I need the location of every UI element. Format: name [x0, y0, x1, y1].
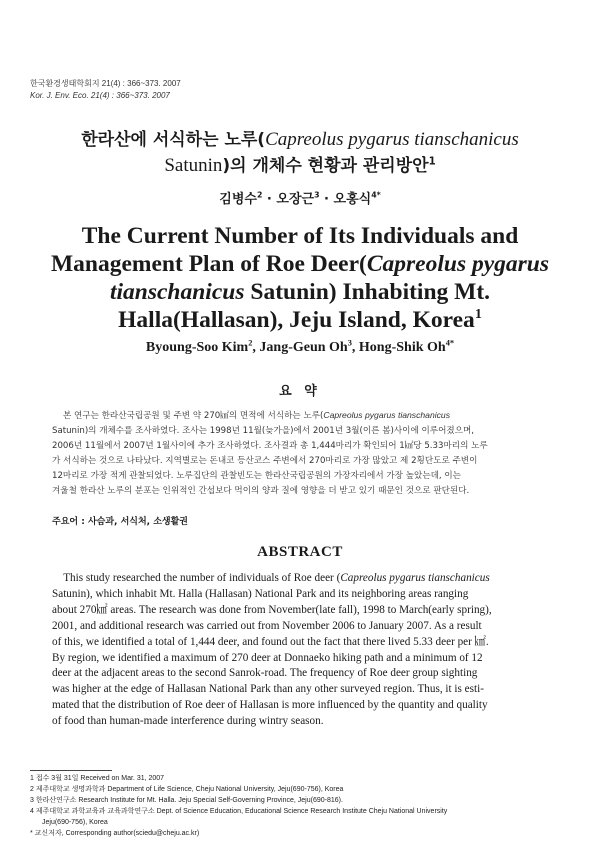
korean-title-scientific-name: Capreolus pygarus tianschanicus: [265, 129, 519, 150]
author-separator: ,: [351, 340, 359, 355]
korean-title-author-name: Satunin: [164, 155, 223, 176]
korean-title: [30, 127, 570, 179]
english-abstract-text: This study researched the number of individuals of Roe deer (: [63, 572, 341, 584]
korean-author-3-note: 4*: [371, 190, 381, 200]
footnote-divider: [30, 770, 112, 771]
english-abstract-line: By region, we identified a maximum of 270 deer at Donnaeko hiking path and a minimum of 12: [52, 651, 483, 664]
english-author-1: Byoung-Soo Kim: [145, 340, 249, 355]
journal-citation: [30, 78, 181, 102]
korean-title-footnote-mark: 1: [428, 156, 436, 168]
english-abstract-heading: ABSTRACT: [257, 544, 343, 560]
english-title-part-1: The Current Number of Its Individuals and Management Plan of Roe Deer(: [50, 223, 519, 277]
korean-authors: [0, 188, 600, 207]
footnote-received: 1 접수 3월 31일 Received on Mar. 31, 2007: [30, 775, 165, 782]
korean-author-1-note: 2: [256, 190, 263, 200]
english-abstract-line: mated that the distribution of Roe deer of Hallasan is more influenced by the quantity and quality: [52, 699, 488, 712]
footnote-affiliation-4-cont: Jeju(690-756), Korea: [42, 819, 108, 826]
english-title-part-2: Satunin) Inhabiting Mt. Halla(Hallasan), Jeju Island, Korea: [118, 279, 491, 333]
korean-abstract-text: 본 연구는 한라산국립공원 및 주변 약 270㎢의 면적에 서식하는 노루(: [62, 411, 324, 421]
korean-abstract-line: 가 서식하는 것으로 나타났다. 지역별로는 돈내코 등산코스 주변에서 270마리로 가장 많았고 제 2횡단도로 주변이: [52, 456, 478, 466]
journal-citation-english: Kor. J. Env. Eco. 21(4) : 366~373. 2007: [30, 91, 170, 100]
footnote-affiliation-4: 4 제주대학교 과학교육과 교육과학연구소 Dept. of Science Education, Educational Science Research Institute Cheju National University: [30, 808, 448, 815]
korean-title-prefix: 한라산에 서식하는 노루(: [81, 130, 266, 150]
footnotes: [30, 773, 570, 839]
english-abstract-line: 2001, and additional research was carried out from November 2006 to January 2007. As a result: [52, 619, 482, 632]
journal-citation-korean: 한국환경생태학회지 21(4) : 366~373. 2007: [30, 79, 181, 88]
english-author-3: Hong-Shik Oh: [358, 340, 446, 355]
korean-author-2-note: 3: [314, 190, 320, 200]
korean-abstract-scientific-name: Capreolus pygarus tianschanicus: [323, 410, 451, 420]
english-abstract-line: of food than human-made interference during wintry season.: [52, 715, 324, 728]
english-author-1-note: 2: [248, 338, 253, 348]
english-abstract-line: was higher at the edge of Hallasan National Park than any other surveyed region. Thus, it is esti-: [52, 683, 484, 696]
author-separator: ·: [319, 192, 334, 207]
english-author-2-note: 3: [347, 338, 352, 348]
footnote-affiliation-2: 2 제주대학교 생명과학과 Department of Life Science, Cheju National University, Jeju(690-756), Korea: [30, 786, 344, 793]
english-author-3-note: 4*: [445, 338, 455, 348]
korean-author-1: 김병수: [219, 192, 257, 207]
english-abstract-line: of this, we identified a total of 1,444 deer, and found out the fact that there lived 5.33 deer per ㎢.: [52, 635, 489, 648]
author-separator: ·: [262, 192, 277, 207]
korean-abstract-line: 2006년 11월에서 2007년 1월사이에 추가 조사하였다. 조사결과 총 1,444마리가 확인되어 1㎢당 5.33마리의 노루: [52, 441, 488, 451]
korean-title-suffix: )의 개체수 현황과 관리방안: [222, 156, 429, 176]
footnote-affiliation-3: 3 한라산연구소 Research Institute for Mt. Halla. Jeju Special Self-Governing Province, Jeju(690-816).: [30, 797, 343, 804]
english-authors: [0, 340, 600, 356]
english-author-2: Jang-Geun Oh: [259, 340, 348, 355]
korean-author-2: 오장근: [276, 192, 315, 207]
english-abstract-line: Satunin), which inhabit Mt. Halla (Hallasan) National Park and its neighboring areas ranging: [52, 587, 469, 600]
footnote-corresponding-author: * 교신저자, Corresponding author(sciedu@cheju.ac.kr): [30, 830, 200, 837]
english-title-footnote-mark: 1: [474, 306, 482, 323]
korean-abstract-heading: 요 약: [279, 384, 321, 399]
english-title-scientific-name: Capreolus pygarus tianschanicus: [109, 251, 550, 305]
english-abstract: [52, 571, 547, 730]
korean-abstract-line: Satunin)의 개체수를 조사하였다. 조사는 1998년 11월(늦가을)에서 2001년 3월(이른 봄)사이에 이루어졌으며,: [52, 426, 475, 436]
korean-abstract-line: 12마리로 가장 적게 관찰되었다. 노루집단의 관찰빈도는 한라산국립공원의 가장자리에서 가장 높았는데, 이는: [52, 471, 461, 481]
english-abstract-line: [52, 571, 547, 587]
english-abstract-line: about 270㎢ areas. The research was done from November(late fall), 1998 to March(early spring),: [52, 603, 492, 616]
english-abstract-line: deer at the adjacent areas to the second Sanrok-road. The frequency of Roe deer group sighting: [52, 667, 478, 680]
keywords: [52, 514, 188, 527]
author-separator: ,: [252, 340, 260, 355]
english-title: [30, 222, 570, 334]
keywords-value: 사슴과, 서식처, 소생활권: [87, 517, 188, 527]
korean-author-3: 오홍식: [333, 192, 372, 207]
korean-abstract: [52, 408, 547, 499]
keywords-label: 주요어 :: [52, 517, 88, 527]
korean-abstract-line: [52, 408, 547, 424]
english-abstract-scientific-name: Capreolus pygarus tianschanicus: [340, 572, 490, 584]
korean-abstract-line: 겨울철 한라산 노루의 분포는 인위적인 간섭보다 먹이의 양과 질에 영향을 더 받고 있기 때문인 것으로 판단된다.: [52, 486, 470, 496]
